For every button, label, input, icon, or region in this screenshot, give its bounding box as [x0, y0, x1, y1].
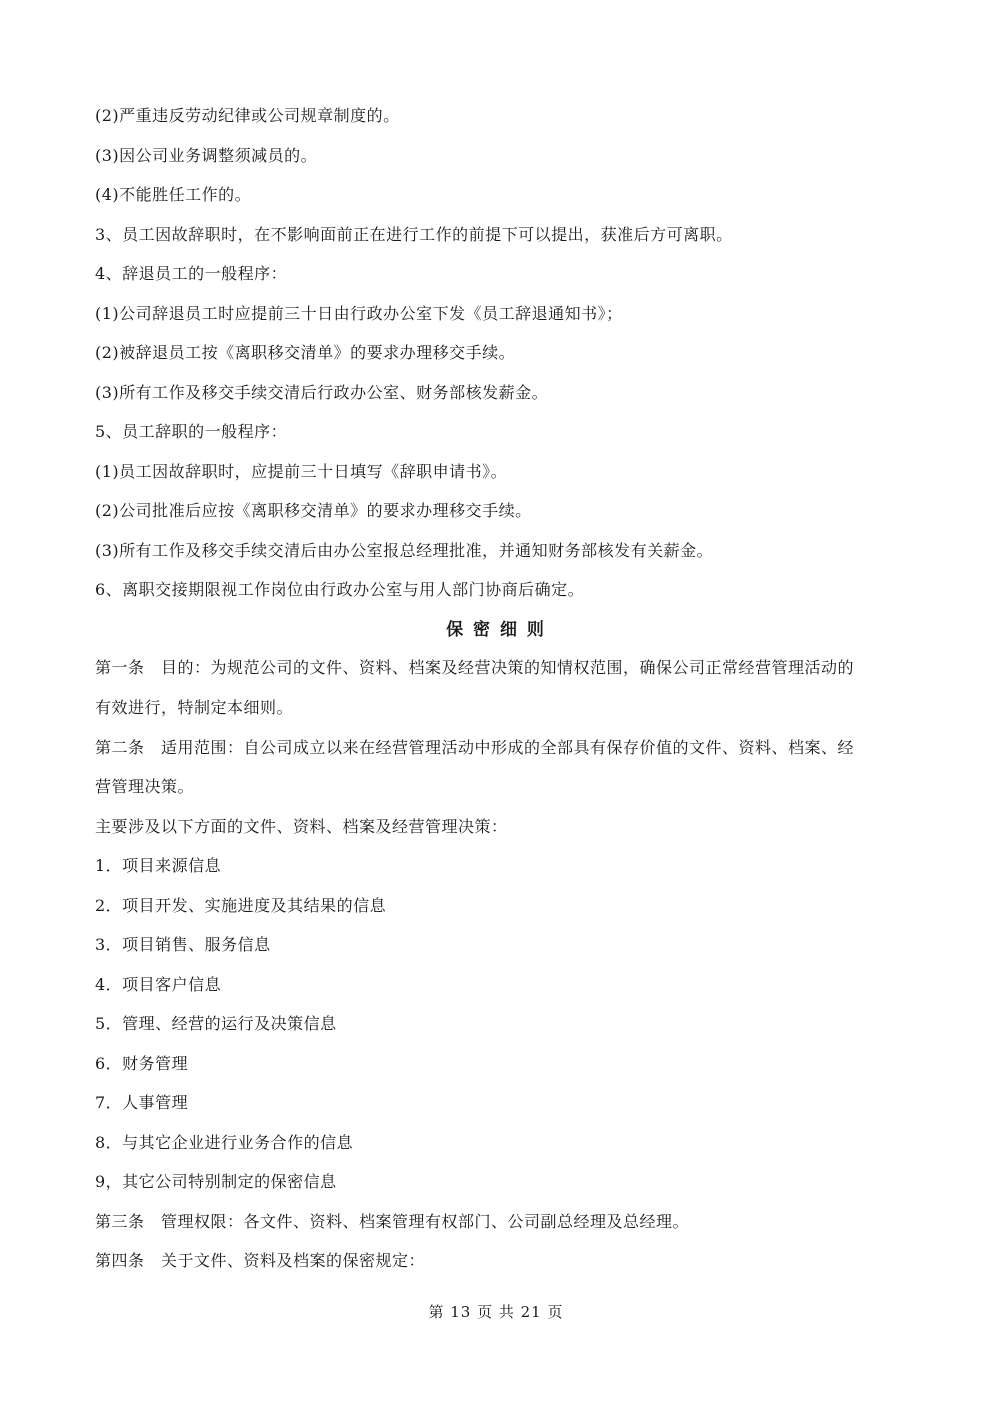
- list-item: 5．管理、经营的运行及决策信息: [95, 1014, 337, 1033]
- page-number-footer: 第 13 页 共 21 页: [428, 1303, 564, 1321]
- text-line: (2)被辞退员工按《离职移交清单》的要求办理移交手续。: [95, 343, 516, 362]
- list-item: 9，其它公司特别制定的保密信息: [95, 1172, 337, 1191]
- text-line: (2)公司批准后应按《离职移交清单》的要求办理移交手续。: [95, 501, 532, 520]
- list-item: 3．项目销售、服务信息: [95, 935, 271, 954]
- text-line: (3)因公司业务调整须减员的。: [95, 146, 318, 165]
- text-line: 第二条 适用范围：自公司成立以来在经营管理活动中形成的全部具有保存价值的文件、资料、档案、经: [95, 738, 855, 757]
- text-line: (1)员工因故辞职时，应提前三十日填写《辞职申请书》。: [95, 462, 508, 481]
- text-line: 6、离职交接期限视工作岗位由行政办公室与用人部门协商后确定。: [95, 580, 585, 599]
- text-line: 5、员工辞职的一般程序：: [95, 422, 288, 441]
- text-line: 第四条 关于文件、资料及档案的保密规定：: [95, 1251, 426, 1270]
- text-line: (4)不能胜任工作的。: [95, 185, 252, 204]
- text-line: 第一条 目的：为规范公司的文件、资料、档案及经营决策的知情权范围，确保公司正常经营管理活动的: [95, 658, 855, 677]
- text-line: (2)严重违反劳动纪律或公司规章制度的。: [95, 106, 400, 125]
- list-item: 2．项目开发、实施进度及其结果的信息: [95, 896, 387, 915]
- text-line: 主要涉及以下方面的文件、资料、档案及经营管理决策：: [95, 817, 508, 836]
- list-item: 8．与其它企业进行业务合作的信息: [95, 1133, 354, 1152]
- list-item: 1．项目来源信息: [95, 856, 222, 875]
- text-line: 营管理决策。: [95, 777, 195, 796]
- list-item: 4．项目客户信息: [95, 975, 222, 994]
- text-line: (3)所有工作及移交手续交清后由办公室报总经理批准，并通知财务部核发有关薪金。: [95, 541, 714, 560]
- text-line: 第三条 管理权限：各文件、资料、档案管理有权部门、公司副总经理及总经理。: [95, 1212, 690, 1231]
- text-line: (3)所有工作及移交手续交清后行政办公室、财务部核发薪金。: [95, 383, 549, 402]
- section-title: 保 密 细 则: [446, 620, 546, 640]
- list-item: 7．人事管理: [95, 1093, 189, 1112]
- list-item: 6．财务管理: [95, 1054, 189, 1073]
- text-line: (1)公司辞退员工时应提前三十日由行政办公室下发《员工辞退通知书》；: [95, 304, 623, 323]
- text-line: 4、辞退员工的一般程序：: [95, 264, 288, 283]
- text-line: 有效进行，特制定本细则。: [95, 698, 294, 717]
- text-line: 3、员工因故辞职时，在不影响面前正在进行工作的前提下可以提出，获准后方可离职。: [95, 225, 733, 244]
